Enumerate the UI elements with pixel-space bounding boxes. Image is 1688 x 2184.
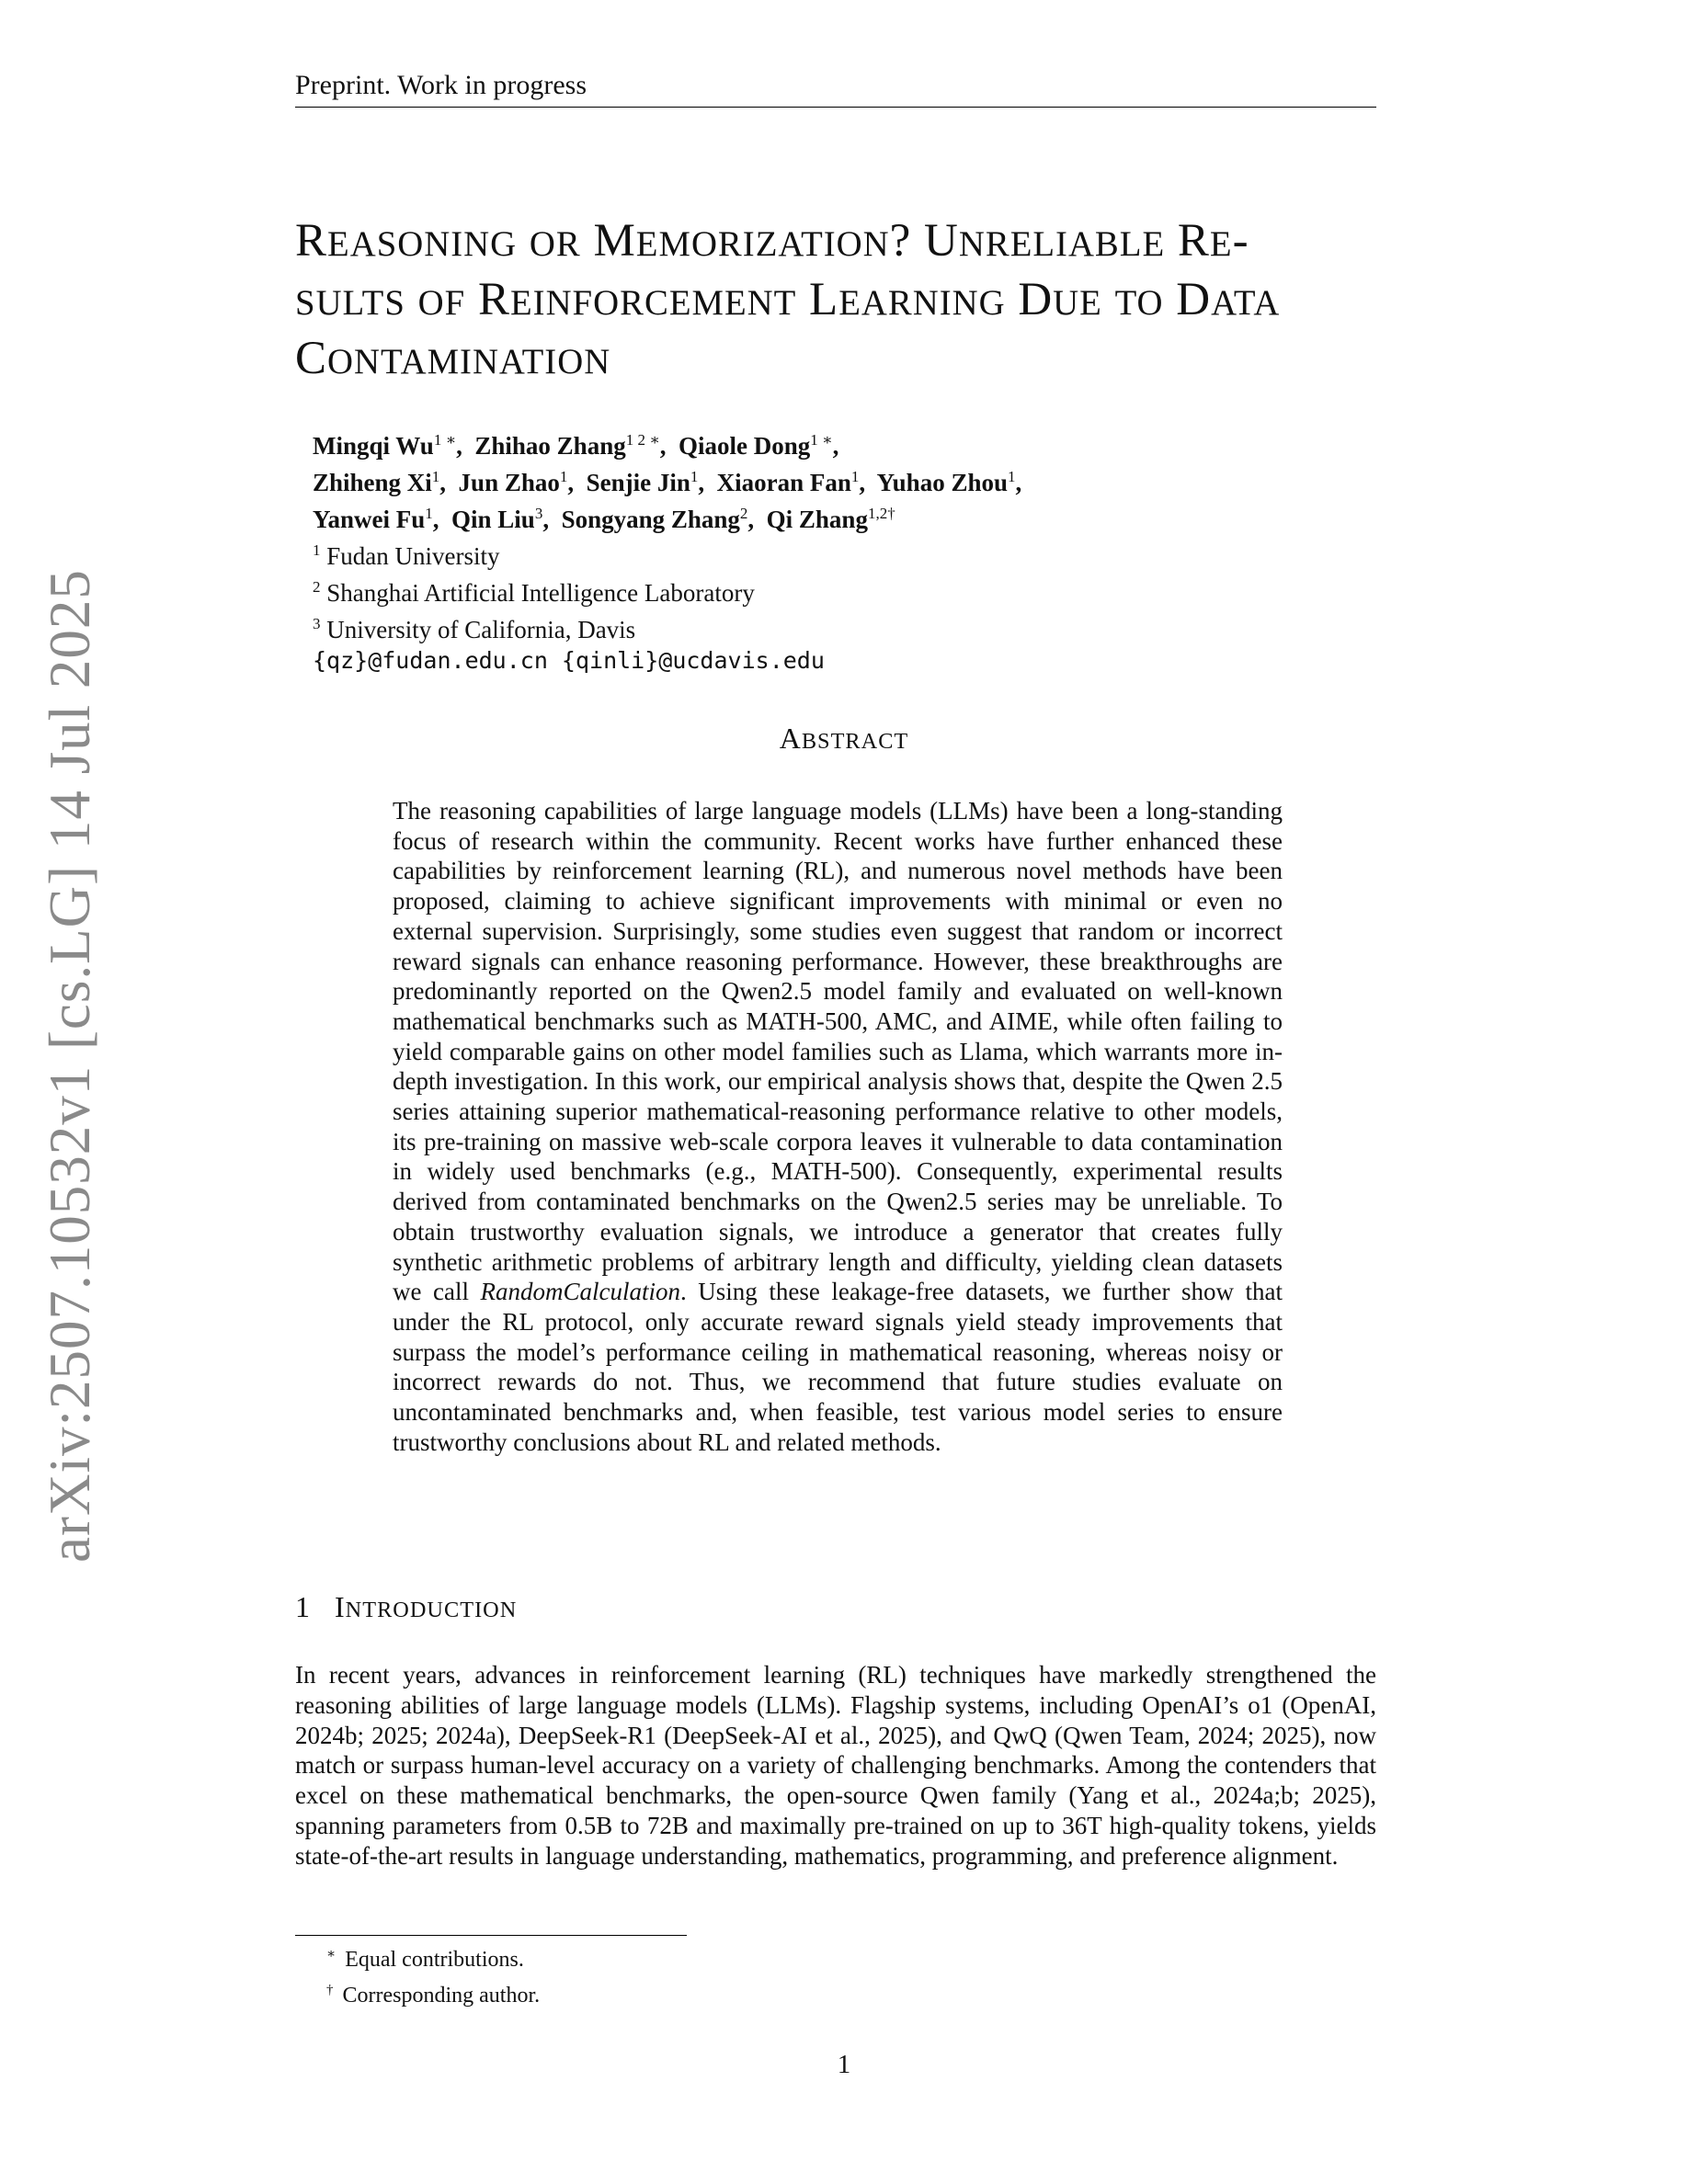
section-title: INTRODUCTION xyxy=(335,1590,518,1623)
title-line: CONTAMINATION xyxy=(295,333,611,384)
footnote-rule xyxy=(295,1935,687,1936)
author-name: Qiaole Dong xyxy=(679,432,811,460)
footnote xyxy=(326,1975,540,2011)
author-name: Qi Zhang xyxy=(766,506,868,533)
footnote-mark: † xyxy=(326,1983,334,1997)
footnote-text: Corresponding author. xyxy=(342,1984,541,2008)
page-number: 1 xyxy=(837,2050,851,2079)
author-names xyxy=(313,425,1324,535)
affiliation-name: Fudan University xyxy=(326,542,500,570)
affiliation xyxy=(313,609,1324,645)
author-sup: 3 xyxy=(534,505,543,522)
abstract-emphasis: RandomCalculation xyxy=(480,1278,681,1306)
footnote xyxy=(326,1939,540,1975)
author-name: Zhihao Zhang xyxy=(474,432,626,460)
author-sup: 2 xyxy=(739,505,748,522)
author-name: Yuhao Zhou xyxy=(876,469,1008,496)
affiliation-name: Shanghai Artificial Intelligence Laboratory xyxy=(326,579,755,607)
author-sup: 1 xyxy=(850,468,860,485)
introduction-paragraph: In recent years, advances in reinforcement learning (RL) techniques have markedly strengthened the reasoning abilities of large language models (LLMs). Flagship systems, including OpenAI’s o1 (OpenAI, 2024b; 2025; 2024a), DeepSeek-R1 (DeepSeek-AI et al., 2025), and QwQ (Qwen Team, 2024; 2025), now match or surpass human-level accuracy on a variety of challenging benchmarks. Among the contenders that excel on these mathematical benchmarks, the open-source Qwen family (Yang et al., 2024a;b; 2025), spanning parameters from 0.5B to 72B and maximally pre-trained on up to 36T high-quality tokens, yields state-of-the-art results in language understanding, mathematics, programming, and preference alignment. xyxy=(295,1661,1376,1870)
arxiv-identifier: arXiv:2507.10532v1 [cs.LG] 14 Jul 2025 xyxy=(38,569,102,1563)
section-number: 1 xyxy=(295,1590,311,1623)
author-sup: 1 xyxy=(559,468,568,485)
author-emails: {qz}@fudan.edu.cn {qinli}@ucdavis.edu xyxy=(313,647,825,674)
affiliation-sup: 3 xyxy=(313,615,321,632)
paper-title xyxy=(295,213,1398,390)
author-sup: 1 xyxy=(690,468,699,485)
author-block xyxy=(313,425,1324,677)
footnote-text: Equal contributions. xyxy=(345,1948,524,1972)
abstract-part: . Using these leakage-free datasets, we further show that under the RL protocol, only accurate reward signals yield steady improvements that surpass the model’s performance ceiling in mathematical reasoning, whereas noisy or incorrect rewards do not. Thus, we recommend that future studies evaluate on uncontaminated benchmarks and, when feasible, test various model series to ensure trustworthy conclusions about RL and related methods. xyxy=(393,1278,1283,1456)
author-line: Zhiheng Xi$^1$, Jun Zhao$^1$, Senjie Jin$^1$, Xiaoran Fan$^1$, Yuhao Zhou$^1$, xyxy=(313,468,1022,496)
author-name: Senjie Jin xyxy=(586,469,690,496)
affiliation xyxy=(313,535,1324,572)
author-name: Jun Zhao xyxy=(458,469,560,496)
author-sup: 1 ∗ xyxy=(810,431,833,449)
footnotes xyxy=(326,1939,540,2011)
abstract-heading: ABSTRACT xyxy=(779,722,909,755)
affiliation-name: University of California, Davis xyxy=(326,616,636,643)
author-name: Xiaoran Fan xyxy=(716,469,851,496)
affiliation-sup: 2 xyxy=(313,578,321,596)
author-name: Mingqi Wu xyxy=(313,432,434,460)
affiliation xyxy=(313,572,1324,609)
author-sup: 1 xyxy=(1007,468,1016,485)
author-name: Yanwei Fu xyxy=(313,506,426,533)
author-sup: 1 2 ∗ xyxy=(625,431,660,449)
author-name: Qin Liu xyxy=(451,506,535,533)
author-line: Mingqi $Wu^{1 ∗}$, Zhihao Zhang$^{1 2 ∗}$, Qiaole Dong$^{1 ∗}$, xyxy=(313,431,839,460)
author-name: Songyang Zhang xyxy=(561,506,740,533)
author-name: Zhiheng Xi xyxy=(313,469,432,496)
abstract-part: The reasoning capabilities of large language models (LLMs) have been a long-standing focus of research within the community. Recent works have further enhanced these capabilities by reinforcement learning (RL), and numerous novel methods have been proposed, claiming to achieve significant improvements with minimal or even no external supervision. Surprisingly, some studies even suggest that random or incorrect reward signals can enhance reasoning performance. However, these breakthroughs are predominantly reported on the Qwen2.5 model family and evaluated on well-known mathematical benchmarks such as MATH-500, AMC, and AIME, while often failing to yield comparable gains on other model families such as Llama, which warrants more in-depth investigation. In this work, our empirical analysis shows that, despite the Qwen 2.5 series attaining superior mathematical-reasoning performance relative to other models, its pre-training on massive web-scale corpora leaves it vulnerable to data contamination in widely used benchmarks (e.g., MATH-500). Consequently, experimental results derived from contaminated benchmarks on the Qwen2.5 series may be unreliable. To obtain trustworthy evaluation signals, we introduce a generator that creates fully synthetic arithmetic problems of arbitrary length and difficulty, yielding clean datasets we call xyxy=(393,797,1283,1306)
title-line: REASONING OR MEMORIZATION? UNRELIABLE RE- xyxy=(295,215,1249,267)
affiliation-sup: 1 xyxy=(313,541,321,559)
author-sup: 1 xyxy=(431,468,440,485)
running-header: Preprint. Work in progress xyxy=(295,70,1376,108)
section-heading xyxy=(295,1590,517,1624)
author-sup: 1 xyxy=(425,505,433,522)
title-line: SULTS OF REINFORCEMENT LEARNING DUE TO DATA xyxy=(295,274,1281,325)
author-sup: 1,2† xyxy=(867,505,895,522)
author-line: Yanwei Fu$^1$, Qin Liu$^3$, Songyang Zhang$^2$, Qi Zhang$^{1,2\dagger}$ xyxy=(313,505,895,533)
abstract-text xyxy=(393,796,1283,1457)
footnote-mark: ∗ xyxy=(326,1947,336,1962)
author-sup: 1 ∗ xyxy=(433,431,457,449)
